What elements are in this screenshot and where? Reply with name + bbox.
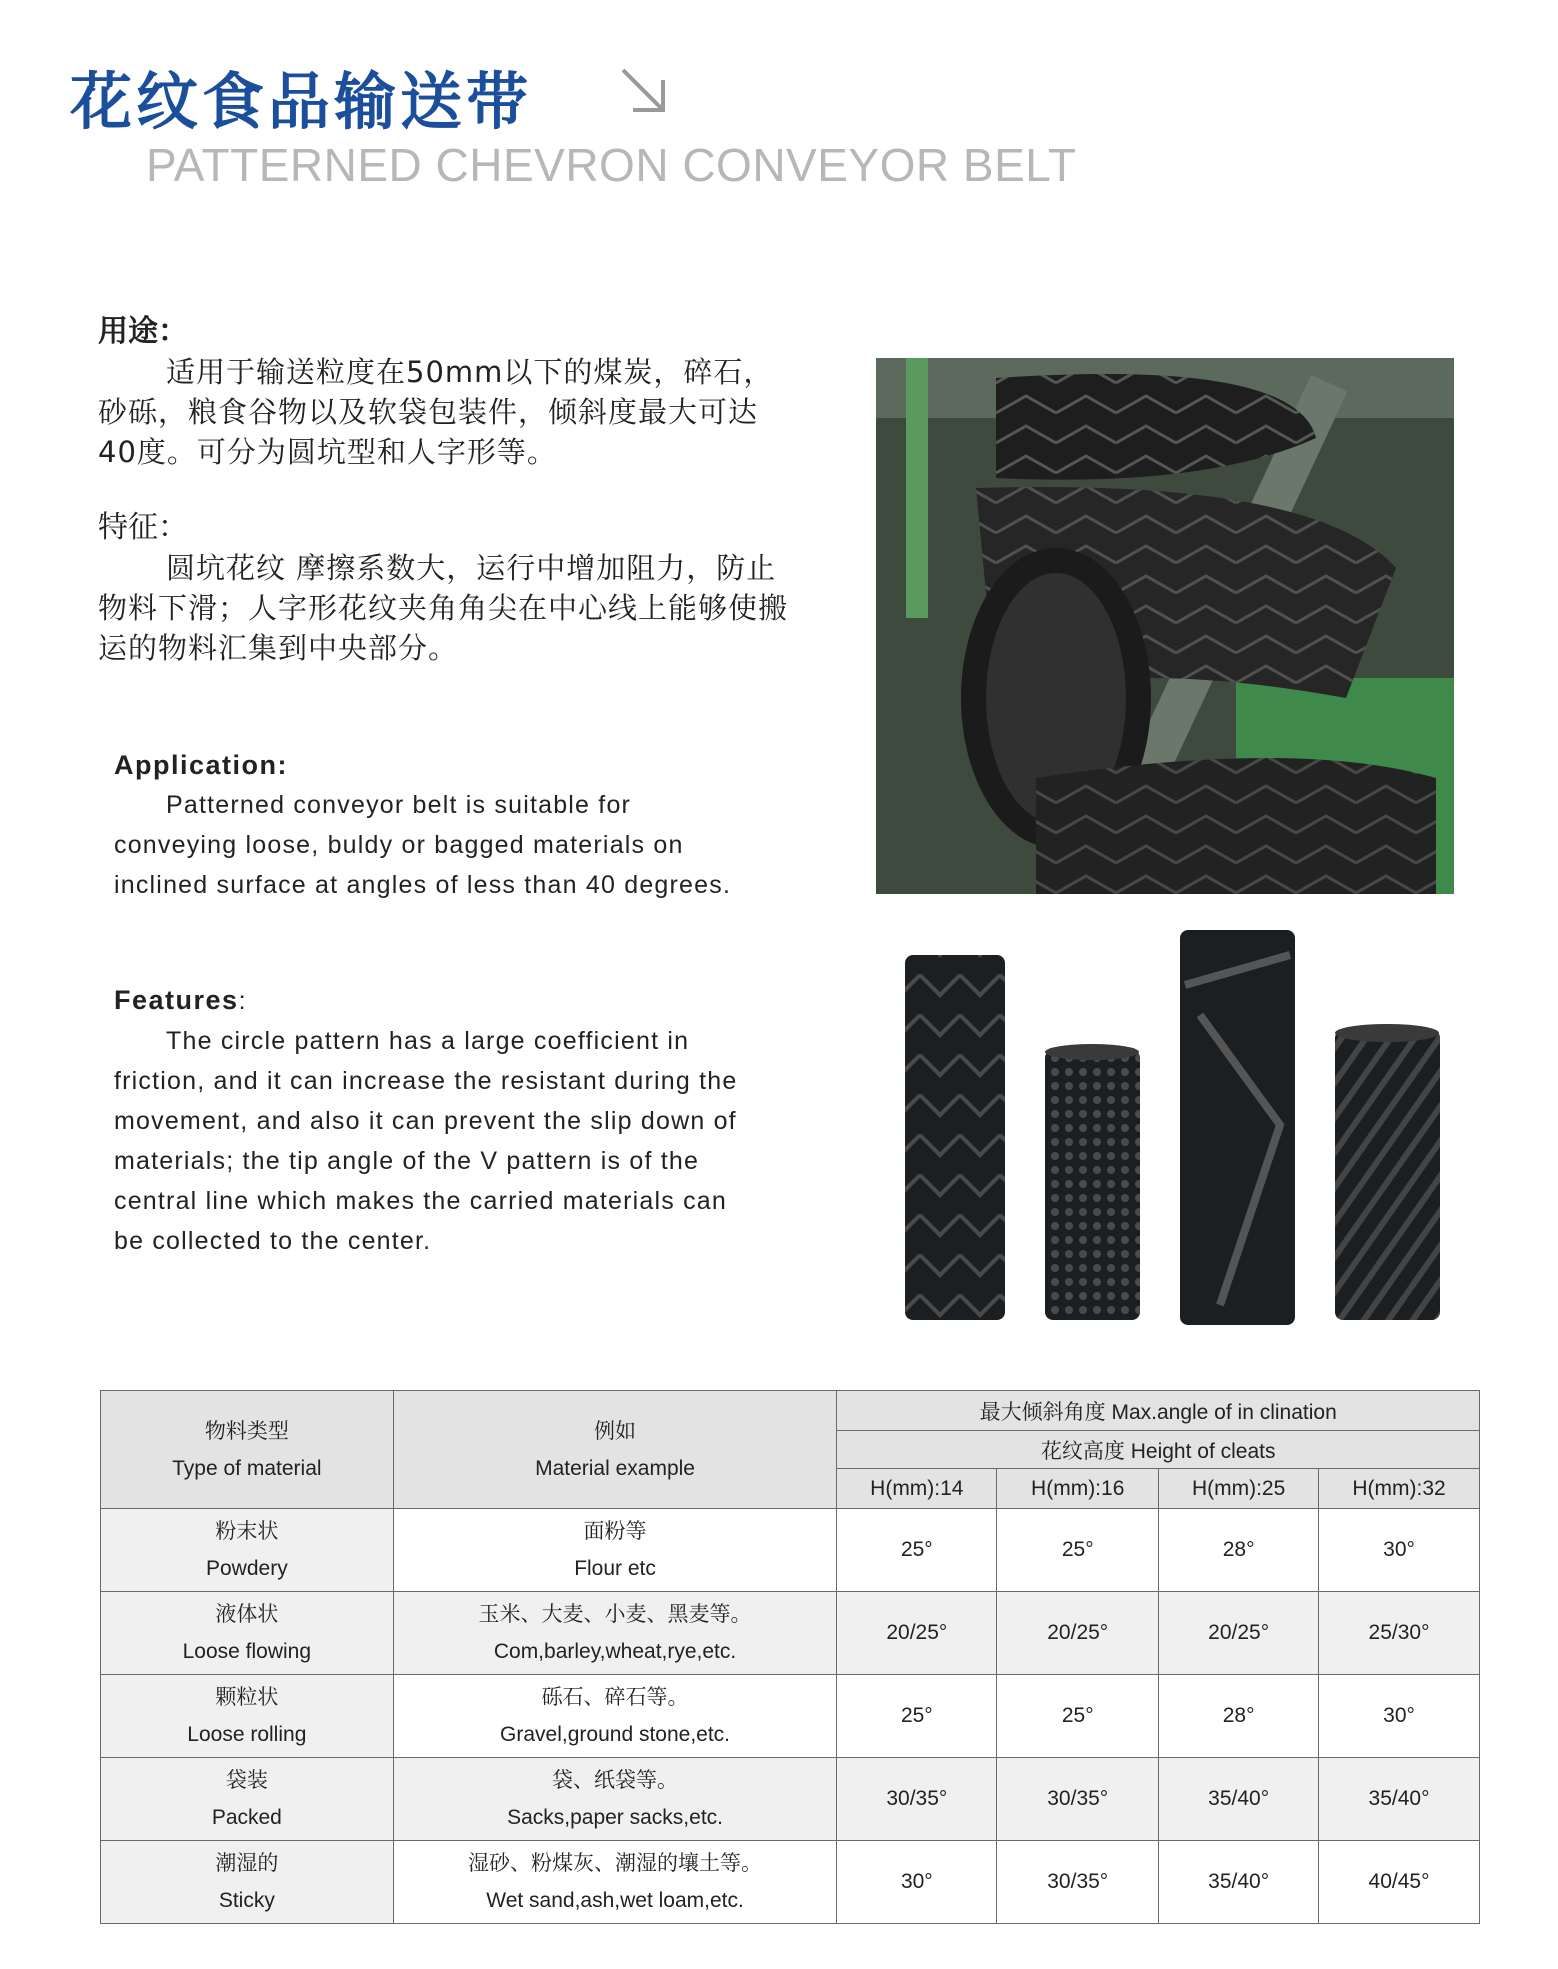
header-height-14: H(mm):14: [837, 1469, 997, 1509]
features-text: The circle pattern has a large coefficient in friction, and it can increase the resistant during the movement, and also it can prevent the slip down of materials; the tip angle of the V pattern is of the central line which makes the carried materials can be collected to the center.: [114, 1027, 738, 1255]
table-row: [101, 1675, 1480, 1758]
type-cell: 袋装 Packed: [101, 1758, 394, 1841]
arrow-down-right-icon: [615, 62, 675, 122]
value-cell: 25°: [997, 1675, 1159, 1758]
header-material-example: 例如 Material example: [393, 1391, 837, 1509]
header-cleat-height: 花纹高度 Height of cleats: [837, 1431, 1480, 1469]
feature-text: 圆坑花纹 摩擦系数大，运行中增加阻力，防止物料下滑；人字形花纹夹角角尖在中心线上能够使搬运的物料汇集到中央部分。: [98, 551, 789, 665]
table-row: [101, 1758, 1480, 1841]
value-cell: 28°: [1159, 1675, 1319, 1758]
features-section: [114, 980, 744, 1261]
feature-section: [98, 508, 788, 668]
value-cell: 25°: [997, 1509, 1159, 1592]
example-cell: 面粉等 Flour etc: [393, 1509, 837, 1592]
usage-section: [98, 312, 788, 472]
page-title-en: PATTERNED CHEVRON CONVEYOR BELT: [146, 139, 1077, 191]
page-title-zh: 花纹食品输送带: [70, 65, 533, 138]
table-row: [101, 1841, 1480, 1924]
value-cell: 35/40°: [1319, 1758, 1480, 1841]
application-section: [114, 745, 744, 905]
value-cell: 25°: [837, 1509, 997, 1592]
feature-heading: 特征：: [98, 510, 188, 545]
header-height-16: H(mm):16: [997, 1469, 1159, 1509]
value-cell: 20/25°: [837, 1592, 997, 1675]
value-cell: 30/35°: [997, 1841, 1159, 1924]
max-angle-table: [100, 1390, 1480, 1924]
usage-heading: 用途：: [98, 314, 188, 349]
belt-rolls-photo: [880, 925, 1450, 1335]
application-heading: Application:: [114, 750, 288, 780]
type-cell: 液体状 Loose flowing: [101, 1592, 394, 1675]
features-heading: Features: [114, 985, 239, 1015]
type-cell: 潮湿的 Sticky: [101, 1841, 394, 1924]
value-cell: 28°: [1159, 1509, 1319, 1592]
usage-text: 适用于输送粒度在50mm以下的煤炭，碎石，砂砾，粮食谷物以及软袋包装件，倾斜度最大可达40度。可分为圆坑型和人字形等。: [98, 355, 774, 469]
value-cell: 30°: [1319, 1675, 1480, 1758]
example-cell: 砾石、碎石等。 Gravel,ground stone,etc.: [393, 1675, 837, 1758]
value-cell: 20/25°: [1159, 1592, 1319, 1675]
application-text: Patterned conveyor belt is suitable for conveying loose, buldy or bagged materials on inclined surface at angles of less than 40 degrees.: [114, 791, 732, 899]
type-cell: 粉末状 Powdery: [101, 1509, 394, 1592]
value-cell: 30/35°: [997, 1758, 1159, 1841]
example-cell: 玉米、大麦、小麦、黑麦等。 Com,barley,wheat,rye,etc.: [393, 1592, 837, 1675]
value-cell: 25/30°: [1319, 1592, 1480, 1675]
header-height-25: H(mm):25: [1159, 1469, 1319, 1509]
value-cell: 20/25°: [997, 1592, 1159, 1675]
table-row: [101, 1509, 1480, 1592]
value-cell: 35/40°: [1159, 1758, 1319, 1841]
header-type-of-material: 物料类型 Type of material: [101, 1391, 394, 1509]
header-max-angle: 最大倾斜角度 Max.angle of in clination: [837, 1391, 1480, 1431]
features-colon: :: [238, 987, 247, 1015]
conveyor-belt-photo: [876, 358, 1454, 894]
table-row: [101, 1592, 1480, 1675]
value-cell: 35/40°: [1159, 1841, 1319, 1924]
type-cell: 颗粒状 Loose rolling: [101, 1675, 394, 1758]
example-cell: 袋、纸袋等。 Sacks,paper sacks,etc.: [393, 1758, 837, 1841]
value-cell: 30°: [837, 1841, 997, 1924]
value-cell: 40/45°: [1319, 1841, 1480, 1924]
header-height-32: H(mm):32: [1319, 1469, 1480, 1509]
example-cell: 湿砂、粉煤灰、潮湿的壤土等。 Wet sand,ash,wet loam,etc.: [393, 1841, 837, 1924]
value-cell: 30°: [1319, 1509, 1480, 1592]
value-cell: 30/35°: [837, 1758, 997, 1841]
value-cell: 25°: [837, 1675, 997, 1758]
